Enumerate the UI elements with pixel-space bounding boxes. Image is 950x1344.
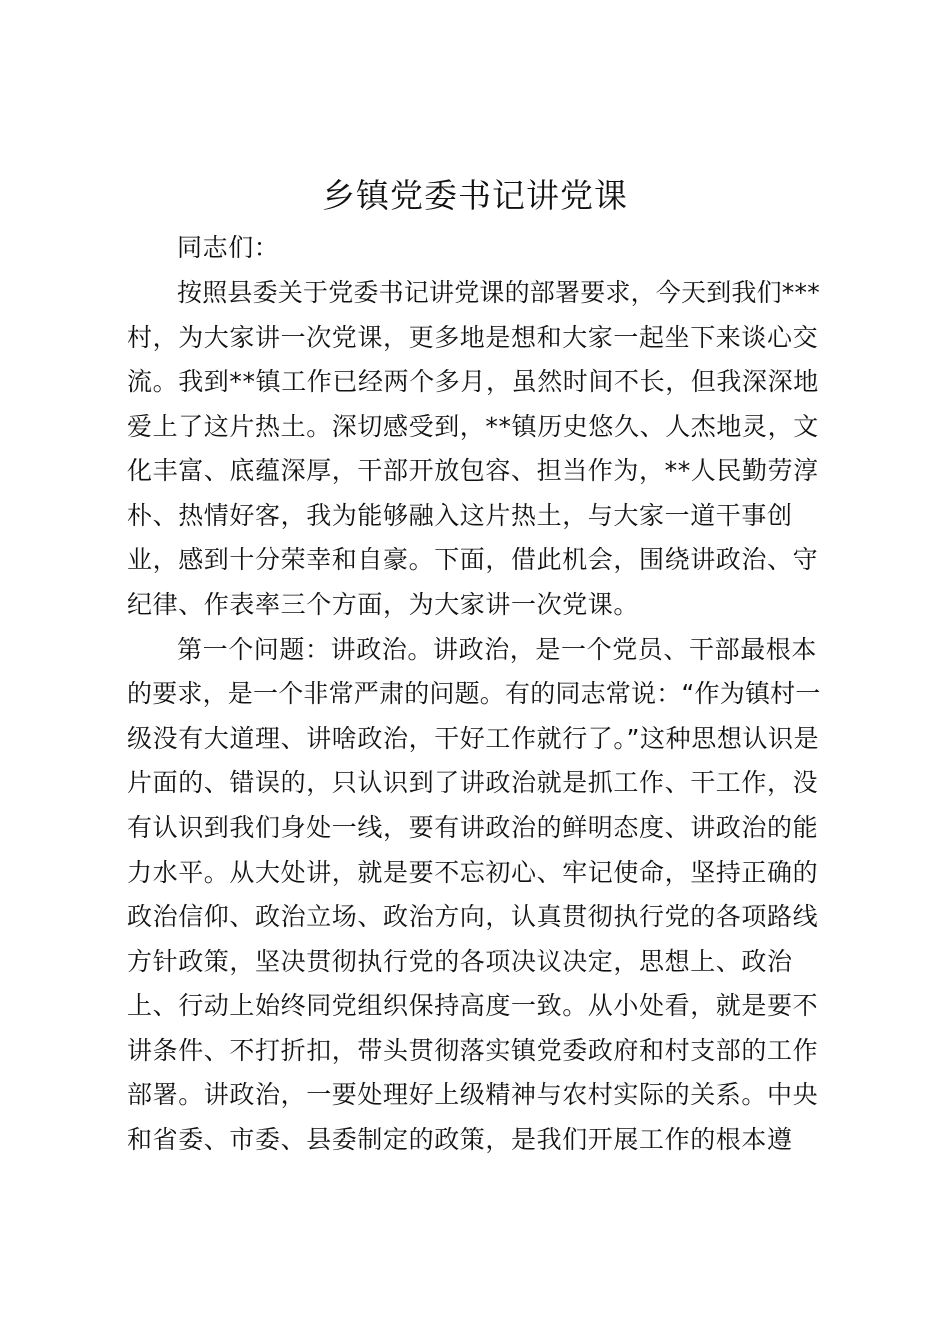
body-line: 村，为大家讲一次党课，更多地是想和大家一起坐下来谈心交 [127, 323, 819, 352]
document-title: 乡镇党委书记讲党课 [322, 176, 628, 215]
body-line: 朴、热情好客，我为能够融入这片热土，与大家一道干事创 [127, 501, 793, 530]
body-line: 讲条件、不打折扣，带头贯彻落实镇党委政府和村支部的工作 [127, 1036, 819, 1065]
body-line: 按照县委关于党委书记讲党课的部署要求，今天到我们*** [177, 278, 820, 307]
body-line: 的要求，是一个非常严肃的问题。有的同志常说：“作为镇村一 [127, 679, 821, 708]
body-line: 政治信仰、政治立场、政治方向，认真贯彻执行党的各项路线 [127, 902, 819, 931]
body-line: 第一个问题：讲政治。讲政治，是一个党员、干部最根本 [177, 635, 818, 664]
body-line: 有认识到我们身处一线，要有讲政治的鲜明态度、讲政治的能 [127, 813, 819, 842]
body-line: 爱上了这片热土。深切感受到，**镇历史悠久、人杰地灵，文 [127, 412, 819, 441]
body-line: 和省委、市委、县委制定的政策，是我们开展工作的根本遵 [127, 1125, 793, 1154]
body-line: 化丰富、底蕴深厚，干部开放包容、担当作为，**人民勤劳淳 [127, 456, 819, 485]
body-line: 部署。讲政治，一要处理好上级精神与农村实际的关系。中央 [127, 1080, 819, 1109]
body-line: 级没有大道理、讲啥政治，干好工作就行了。”这种思想认识是 [127, 724, 820, 753]
body-line: 业，感到十分荣幸和自豪。下面，借此机会，围绕讲政治、守 [127, 545, 819, 574]
body-line: 力水平。从大处讲，就是要不忘初心、牢记使命，坚持正确的 [127, 858, 819, 887]
salutation-line: 同志们： [177, 233, 280, 262]
body-line: 流。我到**镇工作已经两个多月，虽然时间不长，但我深深地 [127, 367, 819, 396]
body-line: 片面的、错误的，只认识到了讲政治就是抓工作、干工作，没 [127, 768, 819, 797]
body-line: 方针政策，坚决贯彻执行党的各项决议决定，思想上、政治 [127, 947, 793, 976]
body-line: 上、行动上始终同党组织保持高度一致。从小处看，就是要不 [127, 991, 819, 1020]
body-line: 纪律、作表率三个方面，为大家讲一次党课。 [127, 590, 640, 619]
